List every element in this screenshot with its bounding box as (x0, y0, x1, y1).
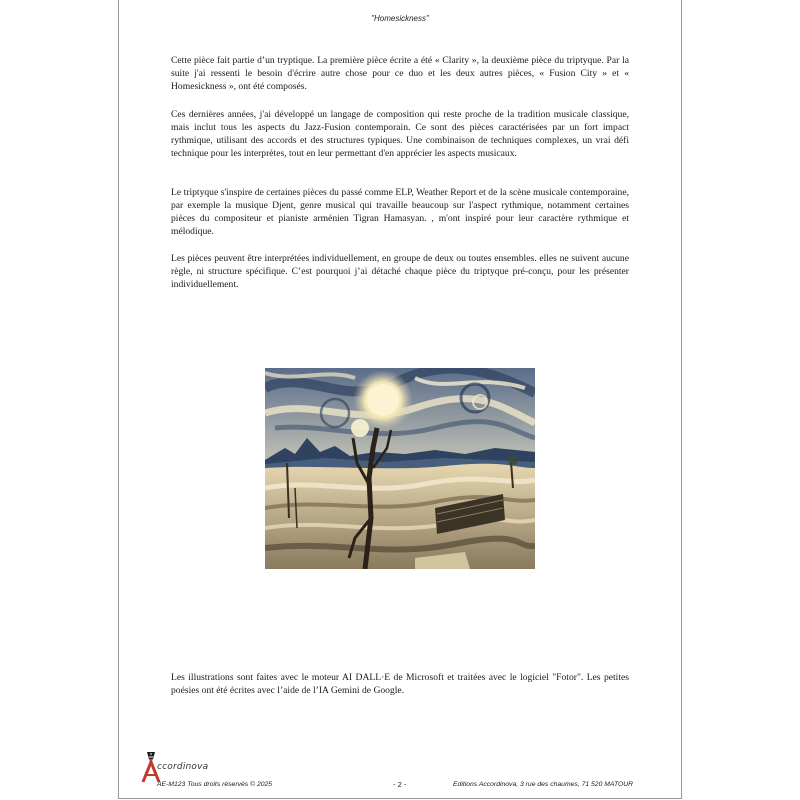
page-header-title: "Homesickness" (371, 14, 429, 23)
footer-reference: AE-M123 Tous droits réservés © 2025 (157, 781, 273, 788)
accordinova-logo-text: ccordinova (157, 762, 209, 772)
paragraph-triptych-intro: Cette pièce fait partie d’un tryptique. La première pièce écrite a été « Clarity », la deuxième pièce du triptyque. Par la suite j'ai ressenti le besoin d'écrire autre chose pour ce duo et les deux autres pièces, « Fusion City » et « Homesickness », ont été composés. (171, 55, 629, 92)
paragraph-inspirations: Le triptyque s'inspire de certaines pièces du passé comme ELP, Weather Report et de la scène musicale contemporaine, par exemple la musique Djent, genre musical qui travaille beaucoup sur l'aspect rythmique, notamment certaines pièces du compositeur et pianiste arménien Tigran Hamasyan. , m'ont inspiré pour leur caractère rythmique et mélodique. (171, 187, 629, 237)
footer-publisher-address: Editions Accordinova, 3 rue des chaumes, 71 520 MATOUR (453, 781, 634, 788)
landscape-illustration (265, 368, 535, 569)
paragraph-composition-language: Ces dernières années, j'ai développé un langage de composition qui reste proche de la tradition musicale classique, mais inclut tous les aspects du Jazz-Fusion contemporain. Ce sont des pièces caractérisées par un fort impact rythmique, utilisant des accords et des structures typiques. Une combinaison de techniques complexes, un vrai défi technique pour les interprètes, tout en leur permettant d'en apprécier les aspects musicaux. (171, 109, 629, 159)
accordinova-logo (141, 750, 221, 784)
paragraph-performance: Les pièces peuvent être interprétées individuellement, en groupe de deux ou toutes ensembles. elles ne suivent aucune règle, ni structure spécifique. C’est pourquoi j’ai détaché chaque pièce du triptyque pré-conçu, pour les présenter individuellement. (171, 253, 629, 290)
footer-page-number: - 2 - (393, 780, 407, 789)
document-page (118, 0, 682, 799)
paragraph-illustrations-credit: Les illustrations sont faites avec le moteur AI DALL·E de Microsoft et traitées avec le logiciel "Fotor". Les petites poésies ont été écrites avec l’aide de l’IA Gemini de Google. (171, 672, 629, 696)
